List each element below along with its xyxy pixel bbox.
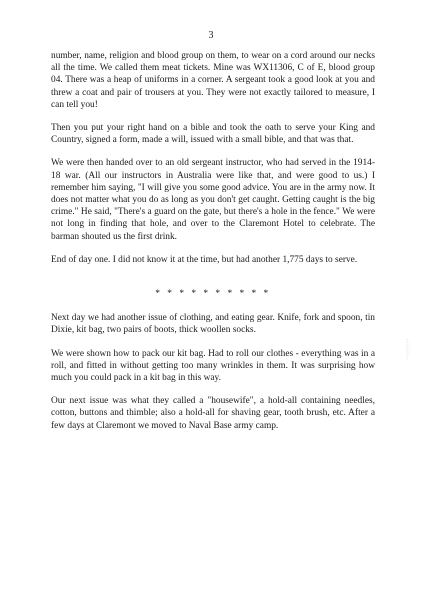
page-number: 3 — [208, 30, 214, 41]
paragraph: We were then handed over to an old sergeant instructor, who had served in the 1914-18 war. (All our instructors in Australia were like that, and were good to us.) I remember him saying, "I will give you some good advice. You are in the army now. It does not matter what you do as long as you don't get caught. Getting caught is the big crime." He said, "There's a guard on the gate, but there's a hole in the fence." We were not long in finding that hole, and over to the Claremont Hotel to celebrate. The barman shouted us the first drink. — [51, 158, 375, 242]
scan-artifact-icon — [406, 338, 412, 360]
paragraph: We were shown how to pack our kit bag. Had to roll our clothes - everything was in a roll, and fitted in without getting too many wrinkles in them. It was surprising how much you could pack in a kit bag in this way. — [51, 348, 375, 384]
paragraph: number, name, religion and blood group on them, to wear on a cord around our necks all the time. We called them meat tickets. Mine was WX11306, C of E, blood group 04. There was a heap of uniforms in a corner. A sergeant took a good look at you and threw a coat and pair of trousers at you. They were not exactly tailored to measure, I can tell you! — [51, 51, 375, 110]
section-separator: * * * * * * * * * * — [155, 289, 271, 300]
paragraph: Next day we had another issue of clothing, and eating gear. Knife, fork and spoon, tin Dixie, kit bag, two pairs of boots, thick woollen socks. — [51, 313, 375, 336]
paragraph: Then you put your right hand on a bible and took the oath to serve your King and Country, signed a form, made a will, issued with a small bible, and that was that. — [51, 123, 375, 146]
paragraph: End of day one. I did not know it at the time, but had another 1,775 days to serve. — [51, 254, 358, 265]
paragraph: Our next issue was what they called a "housewife", a hold-all containing needles, cotton, buttons and thimble; also a hold-all for shaving gear, tooth brush, etc. After a few days at Claremont we moved to Naval Base army camp. — [51, 396, 375, 431]
document-body — [51, 50, 375, 443]
margin-scan-mark — [406, 338, 412, 360]
